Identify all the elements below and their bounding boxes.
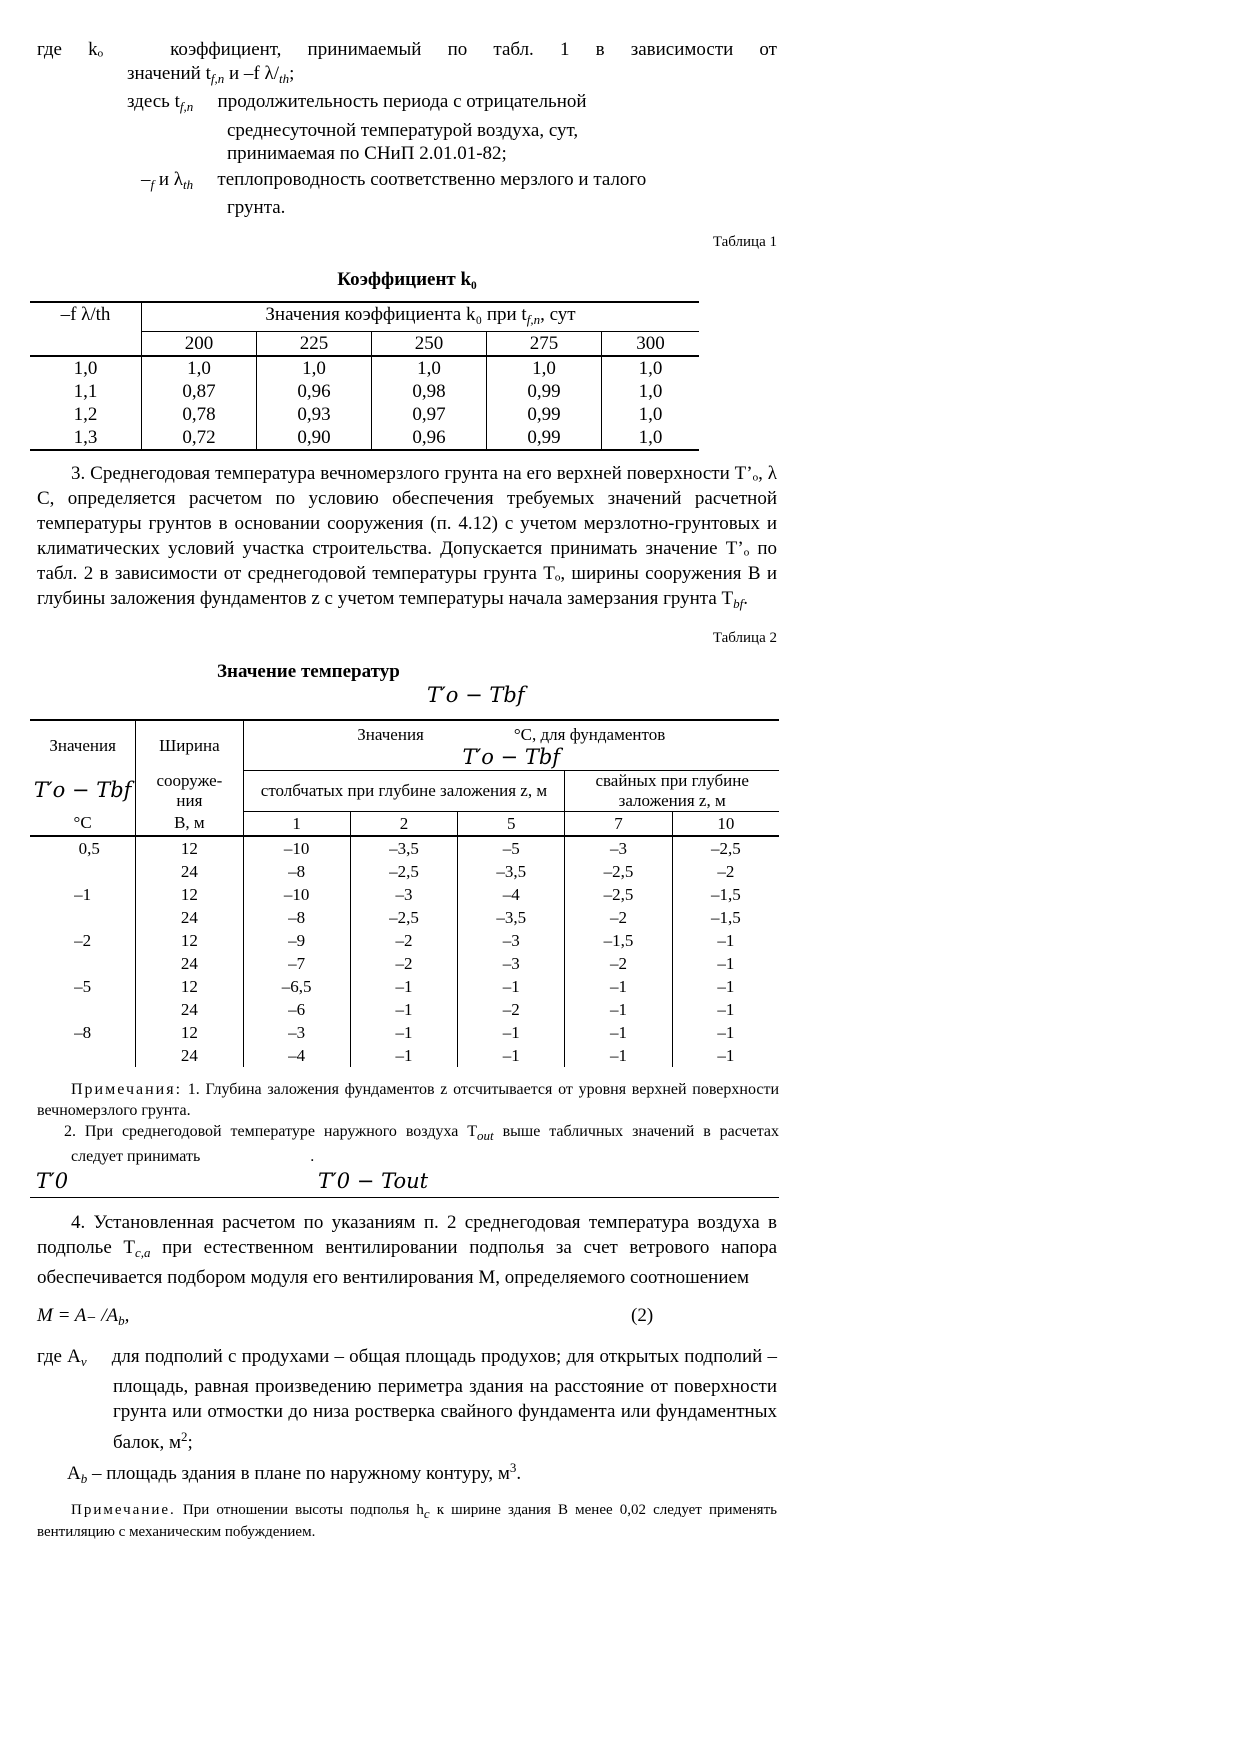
t2-cell: –6,5 bbox=[243, 975, 350, 998]
t2-cell: –3,5 bbox=[350, 836, 457, 860]
paragraph-4: 4. Установленная расчетом по указаниям п. 2 среднегодовая температура воздуха в подполье $T_{c,a}$ при естественном вентилировании подполья за счет ветрового напора обеспечивается подбором модуля его вентилирования M, определяемого соотношением bbox=[37, 1211, 777, 1288]
t2-cell: –1 bbox=[672, 1044, 779, 1067]
t2-depth-header: 1 bbox=[243, 811, 350, 836]
t2-cell: –1,5 bbox=[565, 929, 672, 952]
t2-depth-header: 10 bbox=[672, 811, 779, 836]
table1-cell: 1,0 bbox=[602, 380, 699, 403]
t2-cell-width: 24 bbox=[136, 860, 243, 883]
t2-cell: –2 bbox=[350, 929, 457, 952]
t2-cell: –1 bbox=[672, 998, 779, 1021]
t2-cell: –3,5 bbox=[458, 906, 565, 929]
table1-cell: 0,99 bbox=[487, 426, 602, 450]
t2-header-deg: °С bbox=[73, 813, 92, 833]
t2-cell: –1 bbox=[672, 929, 779, 952]
table1-cell: 0,96 bbox=[257, 380, 372, 403]
t2-cell: –1 bbox=[350, 975, 457, 998]
note-last: Примечание. При отношении высоты подполья hc к ширине здания B менее 0,02 следует применять вентиляцию с механическим побуждением. bbox=[37, 1501, 777, 1540]
t2-cell-temp: –8 bbox=[74, 1022, 92, 1042]
note-1: Примечания: 1. Глубина заложения фундаментов z отсчитывается от уровня верхней поверхности вечномерзлого грунта. bbox=[37, 1080, 779, 1119]
t2-cell: –2 bbox=[565, 906, 672, 929]
table1-label: Таблица 1 bbox=[712, 233, 777, 250]
t2-cell: –1 bbox=[458, 1021, 565, 1044]
table2 bbox=[30, 719, 779, 1067]
t2-cell-width: 24 bbox=[136, 998, 243, 1021]
t2-cell: –2,5 bbox=[672, 836, 779, 860]
t2-row bbox=[30, 929, 779, 952]
t2-row bbox=[30, 952, 779, 975]
t2-cell: –2,5 bbox=[565, 883, 672, 906]
t2-row bbox=[30, 1044, 779, 1067]
table1-cell-ratio: 1,3 bbox=[73, 426, 98, 448]
t2-cell: –1 bbox=[672, 1021, 779, 1044]
t2-cell-temp: –2 bbox=[74, 930, 92, 950]
table1-cell: 0,97 bbox=[372, 403, 487, 426]
t2-cell: –1 bbox=[565, 1044, 672, 1067]
t2-row bbox=[30, 1021, 779, 1044]
t2-header-formula: T′o − Tbf bbox=[33, 778, 132, 802]
table1-cell: 0,96 bbox=[372, 426, 487, 450]
t2-cell: –10 bbox=[243, 836, 350, 860]
table1-cell: 0,99 bbox=[487, 380, 602, 403]
t2-cell: –2,5 bbox=[350, 860, 457, 883]
t2-cell: –9 bbox=[243, 929, 350, 952]
t2-cell: –3 bbox=[350, 883, 457, 906]
t2-cell-width: 24 bbox=[136, 906, 243, 929]
t2-cell: –1,5 bbox=[672, 883, 779, 906]
t2-row bbox=[30, 836, 779, 860]
table1-row bbox=[30, 403, 699, 426]
table1-cell: 1,0 bbox=[602, 426, 699, 450]
t2-cell: –1 bbox=[672, 952, 779, 975]
t2-cell-width: 24 bbox=[136, 952, 243, 975]
table1-cell: 1,0 bbox=[602, 403, 699, 426]
table1-col-header: 250 bbox=[372, 331, 487, 356]
note-2: 2. При среднегодовой температуре наружного воздуха $T_{out}$ выше табличных значений в расчетах следует принимать . bbox=[64, 1122, 779, 1165]
t2-cell: –5 bbox=[458, 836, 565, 860]
table1-cell: 0,93 bbox=[257, 403, 372, 426]
table1-row bbox=[30, 356, 699, 380]
formula-2-text: M = A₋ $/A_b$, bbox=[37, 1304, 130, 1328]
table1-cell: 1,0 bbox=[257, 356, 372, 380]
table1-col-header: 225 bbox=[257, 331, 372, 356]
t2-cell: –6 bbox=[243, 998, 350, 1021]
formula-2 bbox=[37, 1304, 777, 1334]
table1-col-header: 200 bbox=[142, 331, 257, 356]
t2-cell-temp bbox=[30, 952, 136, 975]
t2-cell: –8 bbox=[243, 860, 350, 883]
table1-cell: 0,98 bbox=[372, 380, 487, 403]
intro-line-5: принимаемая по СНиП 2.01.01-82; bbox=[227, 143, 507, 164]
table2-title: Значение температур bbox=[217, 660, 400, 682]
table1-header-ratio: ‒f λ/th bbox=[60, 303, 111, 325]
t2-cell: –3 bbox=[243, 1021, 350, 1044]
t2-cell: –3 bbox=[458, 929, 565, 952]
t2-cell: –2,5 bbox=[350, 906, 457, 929]
formula-2-number: (2) bbox=[631, 1304, 654, 1326]
t2-cell-temp bbox=[30, 1044, 136, 1067]
intro-line-6: $‒_f$ и $\lambda_{th}$ теплопроводность соответственно мерзлого и талого bbox=[141, 168, 627, 192]
table1-title: Коэффициент k₀ bbox=[337, 268, 477, 290]
t2-row bbox=[30, 906, 779, 929]
intro-line-1: где kₒ коэффициент, принимаемый по табл. 1 в зависимости от bbox=[37, 39, 777, 60]
t2-cell: –2,5 bbox=[565, 860, 672, 883]
t2-cell: –2 bbox=[565, 952, 672, 975]
t2-row bbox=[30, 975, 779, 998]
where-av: где $A_v$ для подполий с продухами – общая площадь продухов; для открытых подполий – площадь, равная произведению периметра здания на расстояние от поверхности грунта или отмостки до низа ростверка свайного фундамента или фундаментных балок, $м^2$; bbox=[37, 1345, 777, 1453]
t2-cell: –1 bbox=[350, 998, 457, 1021]
t2-cell: –3,5 bbox=[458, 860, 565, 883]
t2-cell-temp bbox=[30, 906, 136, 929]
table1-header-span: Значения коэффициента k₀ при $t_{f,n}$, сут bbox=[142, 302, 700, 332]
note-2-formulas bbox=[30, 1167, 779, 1198]
t2-cell: –2 bbox=[672, 860, 779, 883]
table1-cell: 0,90 bbox=[257, 426, 372, 450]
t2-cell-temp: –5 bbox=[74, 976, 92, 996]
t2-header-columnar: столбчатых при глубине заложения z, м bbox=[243, 770, 565, 811]
t2-cell: –8 bbox=[243, 906, 350, 929]
t2-cell-width: 12 bbox=[136, 883, 243, 906]
t2-cell: –1 bbox=[565, 975, 672, 998]
t2-header-b: B, м bbox=[136, 811, 243, 836]
t2-cell-width: 12 bbox=[136, 975, 243, 998]
table1-cell: 0,78 bbox=[142, 403, 257, 426]
t2-cell: –10 bbox=[243, 883, 350, 906]
t2-cell: –3 bbox=[565, 836, 672, 860]
t2-cell-width: 12 bbox=[136, 1021, 243, 1044]
t2-cell-temp bbox=[30, 860, 136, 883]
table1-cell: 0,72 bbox=[142, 426, 257, 450]
table1-cell-ratio: 1,0 bbox=[73, 357, 98, 379]
t2-depth-header: 5 bbox=[458, 811, 565, 836]
t2-cell-temp: 0,5 bbox=[72, 838, 94, 858]
t2-cell: –4 bbox=[458, 883, 565, 906]
table1-cell-ratio: 1,1 bbox=[73, 380, 98, 402]
note-formula-right: T′0 − Tout bbox=[318, 1168, 429, 1193]
table1-col-header: 300 bbox=[602, 331, 699, 356]
t2-row bbox=[30, 998, 779, 1021]
t2-row bbox=[30, 883, 779, 906]
t2-header-span: Значения °С, для фундаментов T′o − Tbf bbox=[243, 720, 779, 771]
table1-col-header: 275 bbox=[487, 331, 602, 356]
table1-row bbox=[30, 426, 699, 450]
table2-notes bbox=[30, 1079, 779, 1198]
table1-cell: 0,87 bbox=[142, 380, 257, 403]
table1-cell: 1,0 bbox=[487, 356, 602, 380]
t2-cell: –1 bbox=[350, 1021, 457, 1044]
t2-depth-header: 2 bbox=[350, 811, 457, 836]
intro-line-3: здесь $t_{f,n}$ продолжительность периода с отрицательной bbox=[127, 91, 568, 114]
t2-header-values: Значения bbox=[49, 735, 116, 755]
table1-cell-ratio: 1,2 bbox=[73, 403, 98, 425]
intro-definitions bbox=[37, 38, 777, 220]
t2-cell: –4 bbox=[243, 1044, 350, 1067]
t2-cell: –1,5 bbox=[672, 906, 779, 929]
t2-cell: –7 bbox=[243, 952, 350, 975]
t2-header-span-formula: T′o − Tbf bbox=[462, 744, 561, 769]
t2-cell: –1 bbox=[458, 1044, 565, 1067]
t2-cell: –3 bbox=[458, 952, 565, 975]
table2-label: Таблица 2 bbox=[712, 629, 777, 646]
intro-line-7: грунта. bbox=[227, 197, 286, 218]
table1-cell: 0,99 bbox=[487, 403, 602, 426]
table2-title-formula: T′o − Tbf bbox=[427, 682, 525, 707]
t2-depth-header: 7 bbox=[565, 811, 672, 836]
table1-row bbox=[30, 380, 699, 403]
document-page bbox=[33, 38, 779, 1542]
t2-row bbox=[30, 860, 779, 883]
table1 bbox=[30, 301, 699, 451]
note-formula-left: T′0 bbox=[36, 1168, 69, 1193]
t2-cell: –1 bbox=[350, 1044, 457, 1067]
t2-cell: –1 bbox=[565, 998, 672, 1021]
t2-cell: –2 bbox=[350, 952, 457, 975]
t2-header-width: Ширина bbox=[136, 720, 243, 771]
t2-cell: –1 bbox=[458, 975, 565, 998]
t2-cell-width: 12 bbox=[136, 929, 243, 952]
t2-cell: –1 bbox=[672, 975, 779, 998]
intro-line-2: значений $t_{f,n}$ и ‒f $\lambda/_{th}$; bbox=[127, 62, 295, 86]
t2-cell: –1 bbox=[565, 1021, 672, 1044]
paragraph-3: 3. Среднегодовая температура вечномерзлого грунта на его верхней поверхности T’ₒ, λ С, определяется расчетом по условию обеспечения требуемых значений расчетной температуры грунтов в основании сооружения (п. 4.12) с учетом мерзлотно-грунтовых и климатических условий участка строительства. Допускается принимать значение T’ₒ по табл. 2 в зависимости от среднегодовой температуры грунта Tₒ, ширины сооружения B и глубины заложения фундаментов z с учетом температуры начала замерзания грунта $T_{bf}$. bbox=[37, 462, 777, 611]
table1-cell: 1,0 bbox=[602, 356, 699, 380]
intro-line-4: среднесуточной температурой воздуха, сут, bbox=[227, 119, 579, 141]
t2-cell-temp: –1 bbox=[74, 884, 92, 904]
t2-cell: –2 bbox=[458, 998, 565, 1021]
t2-cell-temp bbox=[30, 998, 136, 1021]
table1-cell: 1,0 bbox=[142, 356, 257, 380]
where-ab: $A_b$ – площадь здания в плане по наружному контуру, $м^3$. bbox=[67, 1459, 522, 1486]
t2-cell-width: 12 bbox=[136, 836, 243, 860]
table1-cell: 1,0 bbox=[372, 356, 487, 380]
t2-header-pile: свайных при глубине заложения z, м bbox=[565, 770, 779, 811]
t2-cell-width: 24 bbox=[136, 1044, 243, 1067]
t2-header-width-2: сооруже- ния bbox=[136, 770, 243, 811]
